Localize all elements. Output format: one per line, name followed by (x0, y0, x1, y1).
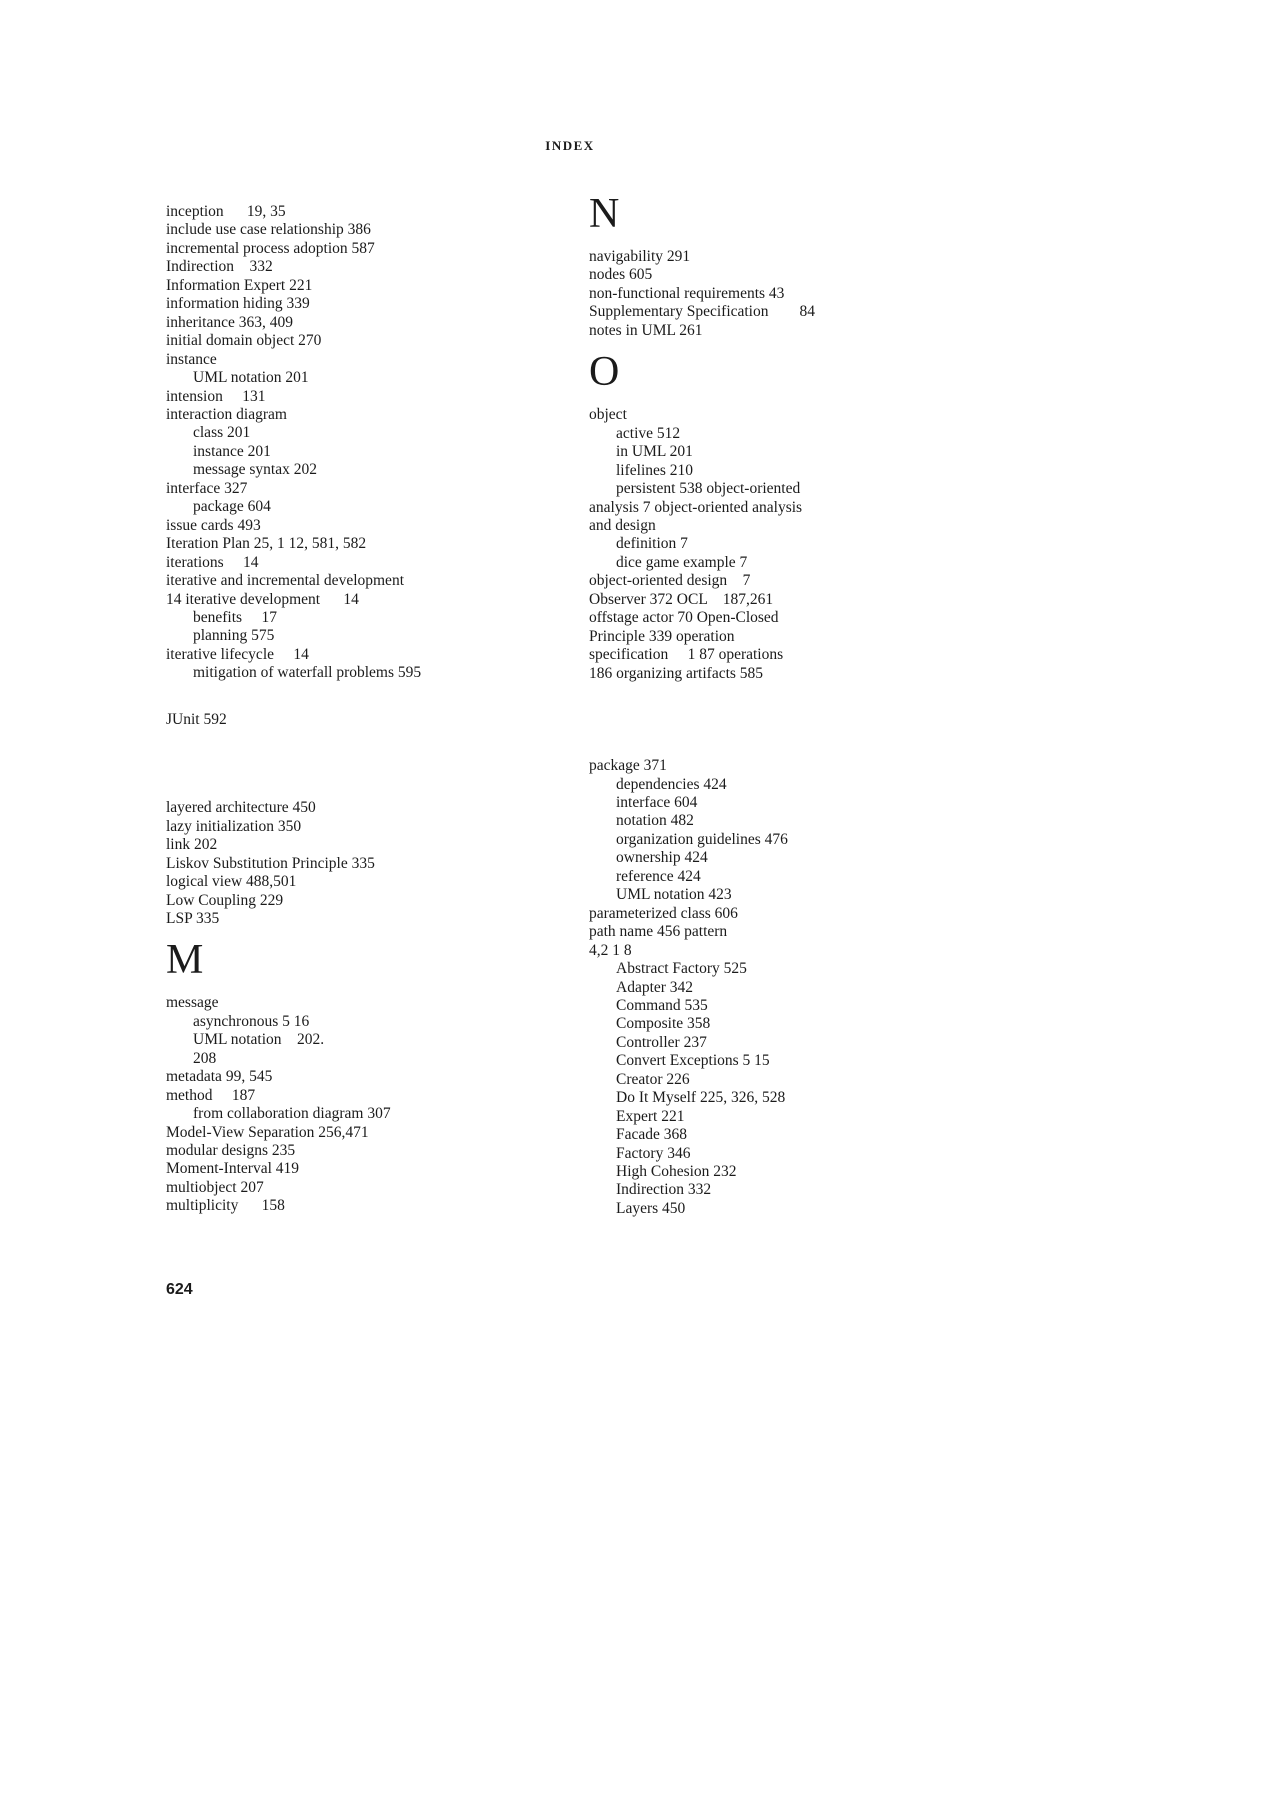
index-entry: modular designs 235 (166, 1142, 296, 1160)
index-entry: Do It Myself 225, 326, 528 (616, 1089, 786, 1107)
index-entry: object (589, 406, 627, 424)
index-entry: interface 327 (166, 479, 248, 497)
index-entry: UML notation 202. (193, 1031, 325, 1049)
index-entry: Factory 346 (616, 1144, 691, 1162)
index-entry: ownership 424 (616, 849, 708, 867)
index-entry: link 202 (166, 836, 218, 854)
index-entry: Layers 450 (616, 1199, 686, 1217)
index-entry: non-functional requirements 43 (589, 284, 785, 302)
index-entry: issue cards 493 (166, 516, 261, 534)
index-entry: iterations 14 (166, 553, 259, 571)
index-entry: Information Expert 221 (166, 276, 313, 294)
index-entry: Indirection 332 (616, 1181, 712, 1199)
index-entry: message syntax 202 (193, 461, 317, 479)
index-entry: interface 604 (616, 793, 698, 811)
index-entry: JUnit 592 (166, 710, 227, 728)
entry-group (589, 406, 1059, 683)
index-entry: multiplicity 158 (166, 1197, 285, 1215)
index-entry: package 604 (193, 498, 271, 516)
index-entry: definition 7 (616, 535, 688, 553)
index-entry: Abstract Factory 525 (616, 960, 747, 978)
entry-group (166, 203, 606, 683)
index-entry: notes in UML 261 (589, 321, 703, 339)
index-entry: from collaboration diagram 307 (193, 1105, 391, 1123)
index-entry: intension 131 (166, 387, 266, 405)
index-entry: analysis 7 object-oriented analysis (589, 498, 803, 516)
index-entry: metadata 99, 545 (166, 1068, 273, 1086)
index-entry: dependencies 424 (616, 775, 727, 793)
spacer (166, 729, 606, 799)
index-column-left (166, 203, 606, 1216)
index-entry: reference 424 (616, 867, 701, 885)
index-entry: layered architecture 450 (166, 799, 316, 817)
index-entry: Iteration Plan 25, 1 12, 581, 582 (166, 535, 367, 553)
index-entry: instance (166, 350, 217, 368)
index-entry: message (166, 994, 219, 1012)
index-entry: iterative lifecycle 14 (166, 645, 309, 663)
index-entry: iterative and incremental development (166, 572, 404, 590)
index-entry: LSP 335 (166, 909, 220, 927)
index-entry: Moment-Interval 419 (166, 1160, 300, 1178)
index-entry: parameterized class 606 (589, 904, 738, 922)
index-entry: Observer 372 OCL 187,261 (589, 590, 774, 608)
index-entry: UML notation 423 (616, 886, 732, 904)
index-entry: initial domain object 270 (166, 332, 322, 350)
index-entry: 14 iterative development 14 (166, 590, 359, 608)
index-entry: 4,2 1 8 (589, 941, 632, 959)
index-entry: mitigation of waterfall problems 595 (193, 664, 422, 682)
index-entry: package 371 (589, 757, 667, 775)
entry-group (589, 248, 1059, 340)
index-entry: Composite 358 (616, 1015, 711, 1033)
index-entry: instance 201 (193, 442, 271, 460)
spacer (589, 683, 1059, 757)
index-entry: class 201 (193, 424, 251, 442)
index-entry: in UML 201 (616, 443, 693, 461)
index-entry: benefits 17 (193, 608, 277, 626)
index-entry: Facade 368 (616, 1126, 688, 1144)
page-number: 624 (166, 1281, 193, 1298)
index-entry: Low Coupling 229 (166, 891, 284, 909)
index-entry: multiobject 207 (166, 1178, 264, 1196)
index-entry: Model-View Separation 256,471 (166, 1123, 369, 1141)
index-entry: asynchronous 5 16 (193, 1012, 310, 1030)
index-entry: Principle 339 operation (589, 627, 735, 645)
index-entry: object-oriented design 7 (589, 572, 751, 590)
index-entry: Command 535 (616, 996, 708, 1014)
index-entry: offstage actor 70 Open-Closed (589, 609, 779, 627)
spacer (166, 683, 606, 711)
index-entry: Adapter 342 (616, 978, 694, 996)
index-entry: Convert Exceptions 5 15 (616, 1052, 770, 1070)
index-entry: High Cohesion 232 (616, 1163, 737, 1181)
index-entry: specification 1 87 operations (589, 646, 784, 664)
index-entry: inheritance 363, 409 (166, 313, 293, 331)
index-entry: lazy initialization 350 (166, 817, 302, 835)
section-heading-m: M (166, 937, 204, 984)
index-entry: Indirection 332 (166, 258, 273, 276)
page-header-title: INDEX (545, 138, 595, 153)
index-entry: 208 (193, 1049, 217, 1067)
index-entry: persistent 538 object-oriented (616, 480, 801, 498)
index-entry: incremental process adoption 587 (166, 239, 375, 257)
index-entry: dice game example 7 (616, 553, 748, 571)
index-entry: 186 organizing artifacts 585 (589, 664, 764, 682)
index-entry: Creator 226 (616, 1070, 690, 1088)
index-entry: Controller 237 (616, 1033, 707, 1051)
index-column-right (589, 192, 1059, 1218)
index-entry: navigability 291 (589, 248, 691, 265)
index-entry: Supplementary Specification 84 (589, 303, 815, 321)
index-entry: Liskov Substitution Principle 335 (166, 854, 375, 872)
index-entry: interaction diagram (166, 405, 287, 423)
index-entry: method 187 (166, 1086, 256, 1104)
index-entry: logical view 488,501 (166, 873, 297, 891)
index-entry: planning 575 (193, 627, 275, 645)
index-entry: inception 19, 35 (166, 203, 286, 220)
entry-group (166, 799, 606, 928)
entry-group (166, 711, 606, 729)
index-entry: nodes 605 (589, 266, 653, 284)
index-entry: active 512 (616, 424, 681, 442)
index-entry: path name 456 pattern (589, 923, 728, 941)
index-entry: information hiding 339 (166, 295, 310, 313)
index-entry: organization guidelines 476 (616, 830, 788, 848)
section-heading-o: O (589, 349, 620, 396)
index-entry: lifelines 210 (616, 461, 694, 479)
index-entry: and design (589, 516, 656, 534)
index-entry: notation 482 (616, 812, 694, 830)
index-entry: UML notation 201 (193, 369, 309, 387)
section-heading-n: N (589, 191, 620, 237)
entry-group (166, 994, 606, 1215)
index-entry: include use case relationship 386 (166, 221, 371, 239)
index-entry: Expert 221 (616, 1107, 685, 1125)
entry-group (589, 757, 1059, 1218)
